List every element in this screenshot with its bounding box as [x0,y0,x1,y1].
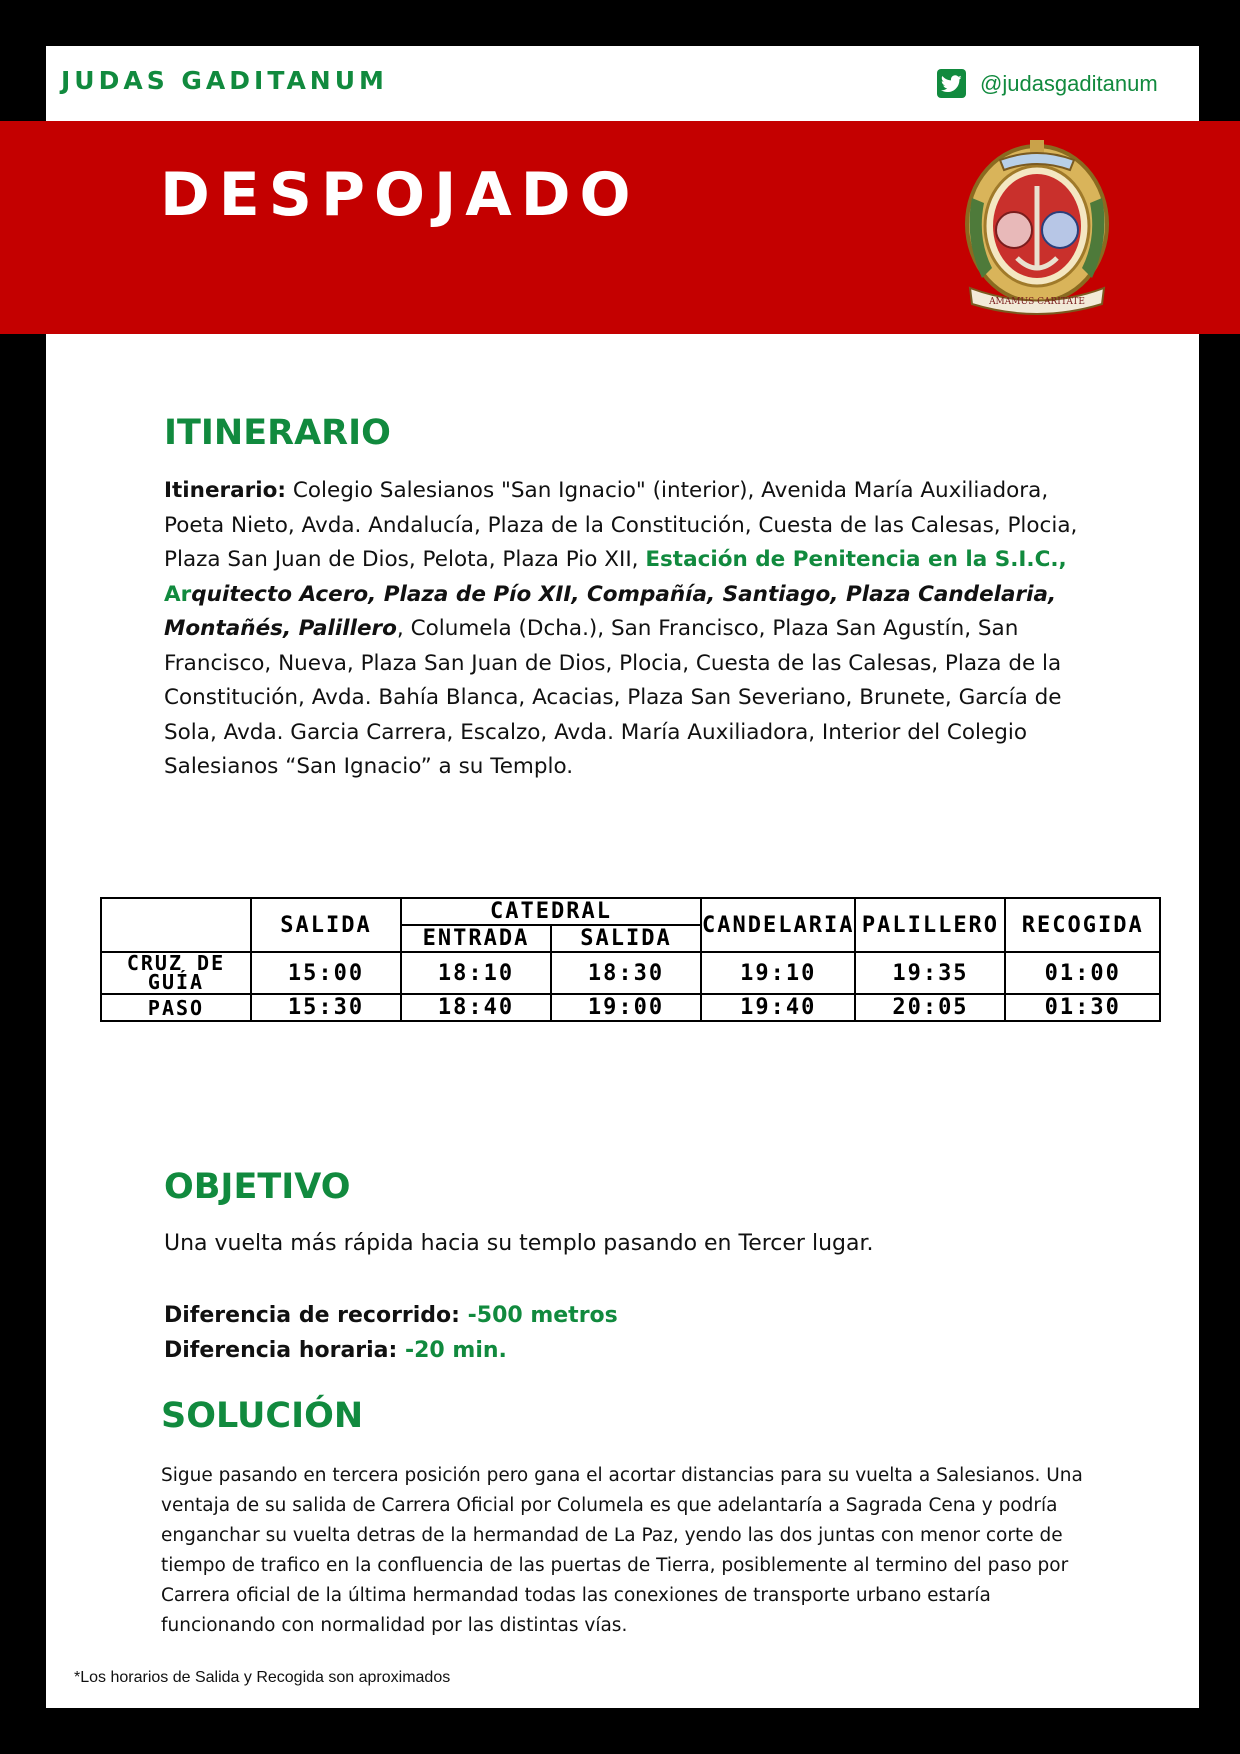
table-cell: 15:30 [251,994,401,1021]
diferencia-recorrido-label: Diferencia de recorrido: [164,1303,460,1328]
diferencia-horaria-label: Diferencia horaria: [164,1338,398,1363]
footnote: *Los horarios de Salida y Recogida son aproximados [74,1669,451,1686]
row-label: CRUZ DE GUÍA [101,952,251,994]
itinerario-label: Itinerario: [164,478,286,503]
table-cell: 19:10 [701,952,855,994]
col-header-recogida: RECOGIDA [1005,898,1160,952]
objetivo-text: Una vuelta más rápida hacia su templo pasando en Tercer lugar. [164,1231,874,1256]
table-cell: 18:30 [551,952,701,994]
schedule-table [100,897,1161,1022]
brand-title: JUDAS GADITANUM [61,66,388,95]
twitter-icon [937,69,966,98]
solucion-heading: SOLUCIÓN [161,1396,364,1436]
col-header-catedral-salida: SALIDA [551,925,701,952]
col-header-catedral: CATEDRAL [401,898,701,925]
itinerario-heading: ITINERARIO [164,413,391,453]
table-cell: 01:00 [1005,952,1160,994]
objetivo-heading: OBJETIVO [164,1167,351,1207]
itinerario-text-part1: Colegio Salesianos "San Ignacio" (interior), Avenida María Auxiliadora, Poeta Nieto, Avda. Andalucía, Plaza de la Constitución, Cuesta de las Calesas, Plocia, Plaza San Juan de Dios, Pelota, Plaza Pio XII, [164,478,1078,572]
col-header-salida: SALIDA [251,898,401,952]
row-label: PASO [101,994,251,1021]
table-cell: 01:30 [1005,994,1160,1021]
itinerario-text-part2: , Columela (Dcha.), San Francisco, Plaza San Agustín, San Francisco, Nueva, Plaza San Juan de Dios, Plocia, Cuesta de las Calesas, Plaza de la Constitución, Avda. Bahía Blanca, Acacias, Plaza San Severiano, Brunete, García de Sola, Avda. Garcia Carrera, Escalzo, Avda. María Auxiliadora, Interior del Colegio Salesianos “San Ignacio” a su Templo. [164,616,1062,779]
table-row [101,952,1160,994]
solucion-text: Sigue pasando en tercera posición pero gana el acortar distancias para su vuelta a Salesianos. Una ventaja de su salida de Carrera Oficial por Columela es que adelantaría a Sagrada Cena y podría enganchar su vuelta detras de la hermandad de La Paz, yendo las dos juntas con menor corte de tiempo de trafico en la confluencia de las puertas de Tierra, posiblemente al termino del paso por Carrera oficial de la última hermandad todas las conexiones de transporte urbano estaría funcionando con normalidad por las distintas vías. [161,1465,1083,1636]
table-cell: 18:10 [401,952,551,994]
table-cell: 18:40 [401,994,551,1021]
itinerario-highlight: Estación de Penitencia en la S.I.C., Ar [164,547,1067,607]
crest-emblem [962,138,1112,316]
diferencias [164,1298,618,1368]
page-title: DESPOJADO [160,160,640,230]
table-corner-cell [101,898,251,952]
carrera-oficial-route: quitecto Acero, Plaza de Pío XII, Compañía, Santiago, Plaza Candelaria, Montañés, Palillero [164,581,1057,641]
twitter-handle[interactable] [937,69,1158,98]
col-header-palillero: PALILLERO [855,898,1005,952]
table-cell: 15:00 [251,952,401,994]
twitter-handle-text: @judasgaditanum [980,70,1158,96]
diferencia-horaria-value: -20 min. [397,1338,507,1363]
table-cell: 19:35 [855,952,1005,994]
diferencia-recorrido [164,1298,618,1333]
table-cell: 20:05 [855,994,1005,1021]
table-row [101,994,1160,1021]
crest-motto: AMAMUS CARITATE [989,297,1085,307]
col-header-candelaria: CANDELARIA [701,898,855,952]
diferencia-recorrido-value: -500 metros [459,1303,618,1328]
diferencia-horaria [164,1333,618,1368]
itinerario-text [164,474,1099,785]
table-cell: 19:40 [701,994,855,1021]
col-header-entrada: ENTRADA [401,925,551,952]
table-cell: 19:00 [551,994,701,1021]
